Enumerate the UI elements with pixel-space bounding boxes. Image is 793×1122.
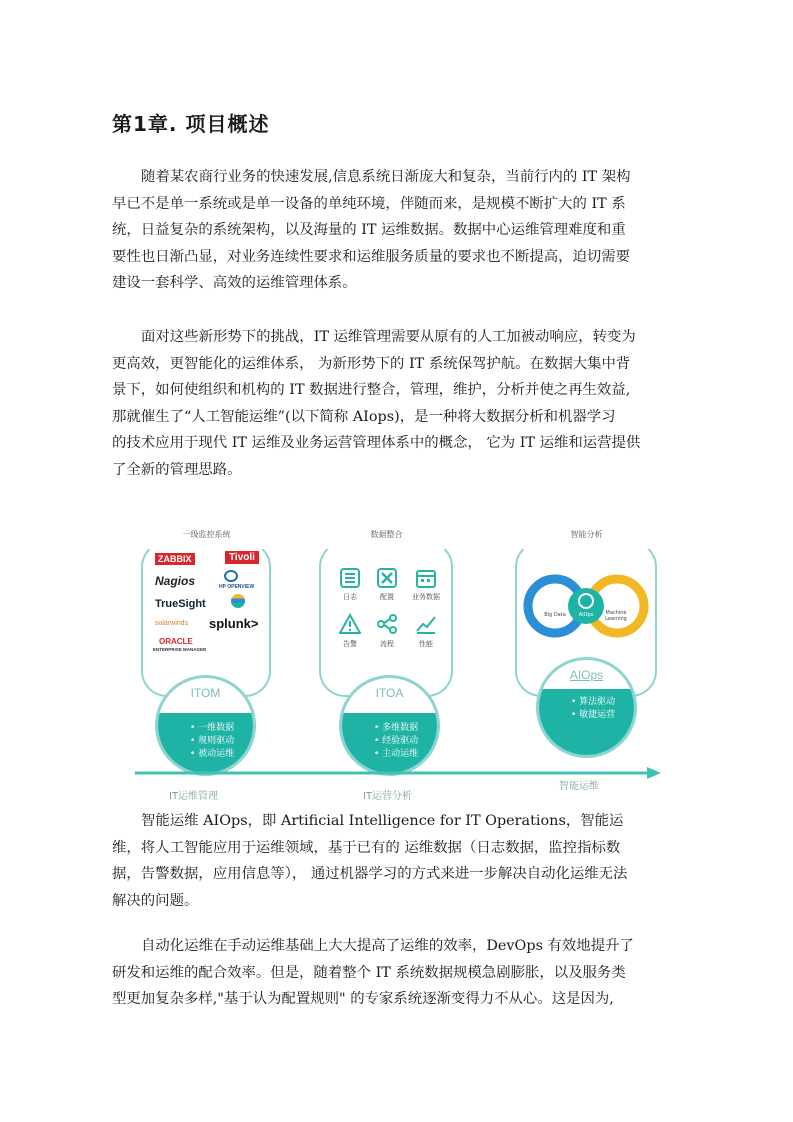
axis-label-itoa: IT运营分析: [363, 791, 413, 802]
text-line: 研发和运维的配合效率。但是，随着整个 IT 系统数据规模急剧膨胀，以及服务类: [112, 964, 626, 981]
chapter-title: 第1章. 项目概述: [112, 112, 270, 136]
zabbix-logo: ZABBIX: [155, 553, 195, 565]
list-item: • 算法驱动: [539, 696, 634, 709]
label-flow: 流程: [380, 640, 394, 648]
itom-circle: [155, 675, 256, 776]
panel-title-analysis: 智能分析: [570, 530, 603, 539]
elastic-icon: [231, 594, 245, 608]
label-performance: 性能: [419, 640, 433, 648]
label-alert: 告警: [343, 640, 357, 648]
performance-icon: [415, 613, 437, 635]
aiops-circle: [536, 657, 637, 758]
text-line: 要性也日渐凸显，对业务连续性要求和运维服务质量的要求也不断提高，迫切需要: [112, 248, 631, 265]
itoa-list: [342, 722, 437, 761]
list-item: • 敏捷运营: [539, 709, 634, 722]
label-aiops-center: AIOps: [578, 612, 594, 618]
label-business-data: 业务数据: [412, 593, 440, 601]
itom-list: [158, 722, 253, 761]
label-big-data: Big Data: [544, 612, 566, 618]
infinity-loop-graphic: [519, 571, 653, 641]
text-line: 据，告警数据，应用信息等）， 通过机器学习的方式来进一步解决自动化运维无法: [112, 866, 628, 882]
nagios-logo: Nagios: [155, 574, 196, 588]
text-line: 自动化运维在手动运维基础上大大提高了运维的效率，DevOps 有效地提升了: [141, 938, 634, 954]
list-item: • 经验驱动: [342, 735, 437, 748]
itom-title: ITOM: [190, 686, 221, 700]
text-line: 建设一套科学、高效的运维管理体系。: [112, 275, 357, 291]
text-line: 维，将人工智能应用于运维领域，基于已有的 运维数据（日志数据，监控指标数: [112, 839, 621, 856]
label-config: 配置: [380, 593, 394, 601]
axis-label-itom: IT运维管理: [169, 791, 219, 802]
hp-icon: [224, 570, 238, 582]
label-log: 日志: [343, 593, 357, 601]
itoa-title: ITOA: [375, 686, 404, 700]
log-icon: [339, 567, 361, 589]
list-item: • 主动运维: [342, 748, 437, 761]
paragraph-automation: [112, 933, 682, 1013]
truesight-logo: TrueSight: [155, 598, 206, 610]
text-line: 了全新的管理思路。: [112, 461, 242, 478]
tivoli-logo: Tivoli: [225, 551, 259, 564]
text-line: 早已不是单一系统或是单一设备的单纯环境，伴随而来，是规模不断扩大的 IT 系: [112, 195, 626, 212]
config-icon: [376, 567, 398, 589]
panel-title-monitoring: 一级监控系统: [182, 530, 231, 539]
flow-icon: [376, 613, 398, 635]
list-item: • 一维数据: [158, 722, 253, 735]
oracle-em-logo: ENTERPRISE MANAGER: [153, 647, 207, 652]
text-line: 面对这些新形势下的挑战，IT 运维管理需要从原有的人工加被动响应，转变为: [141, 329, 636, 345]
list-item: • 多维数据: [342, 722, 437, 735]
text-line: 型更加复杂多样,"基于认为配置规则" 的专家系统逐渐变得力不从心。这是因为,: [112, 991, 614, 1007]
text-line: 智能运维 AIOps，即 Artificial Intelligence for IT Operations，智能运: [141, 813, 624, 829]
paragraph-intro: [112, 164, 682, 297]
paragraph-aiops-definition: [112, 808, 682, 914]
calendar-icon: [415, 567, 437, 589]
text-line: 解决的问题。: [112, 892, 199, 909]
label-machine-learning: Machine Learning: [605, 610, 627, 622]
panel-title-data: 数据整合: [370, 530, 403, 539]
text-line: 更高效，更智能化的运维体系， 为新形势下的 IT 系统保驾护航。在数据大集中背: [112, 355, 631, 372]
text-line: 随着某农商行业务的快速发展,信息系统日渐庞大和复杂，当前行内的 IT 架构: [141, 169, 631, 185]
aiops-evolution-figure: [133, 529, 663, 801]
solarwinds-logo: solarwinds: [155, 620, 189, 627]
list-item: • 被动运维: [158, 748, 253, 761]
text-line: 景下，如何使组织和机构的 IT 数据进行整合，管理，维护，分析并使之再生效益,: [112, 382, 631, 398]
axis-label-aiops: 智能运维: [559, 781, 599, 792]
list-item: • 规则驱动: [158, 735, 253, 748]
text-line: 统，日益复杂的系统架构，以及海量的 IT 运维数据。数据中心运维管理难度和重: [112, 222, 626, 238]
aiops-title: AIOps: [569, 668, 604, 682]
aiops-list: [539, 696, 634, 722]
paragraph-challenges: [112, 324, 682, 483]
hp-openview-logo: HP OPENVIEW: [219, 584, 255, 590]
oracle-logo: ORACLE: [159, 637, 193, 646]
alert-icon: [339, 613, 361, 635]
text-line: 那就催生了“人工智能运维”(以下简称 AIops)，是一种将大数据分析和机器学习: [112, 408, 616, 425]
splunk-logo: splunk>: [209, 616, 259, 631]
itoa-circle: [339, 675, 440, 776]
text-line: 的技术应用于现代 IT 运维及业务运营管理体系中的概念， 它为 IT 运维和运营提供: [112, 435, 641, 451]
